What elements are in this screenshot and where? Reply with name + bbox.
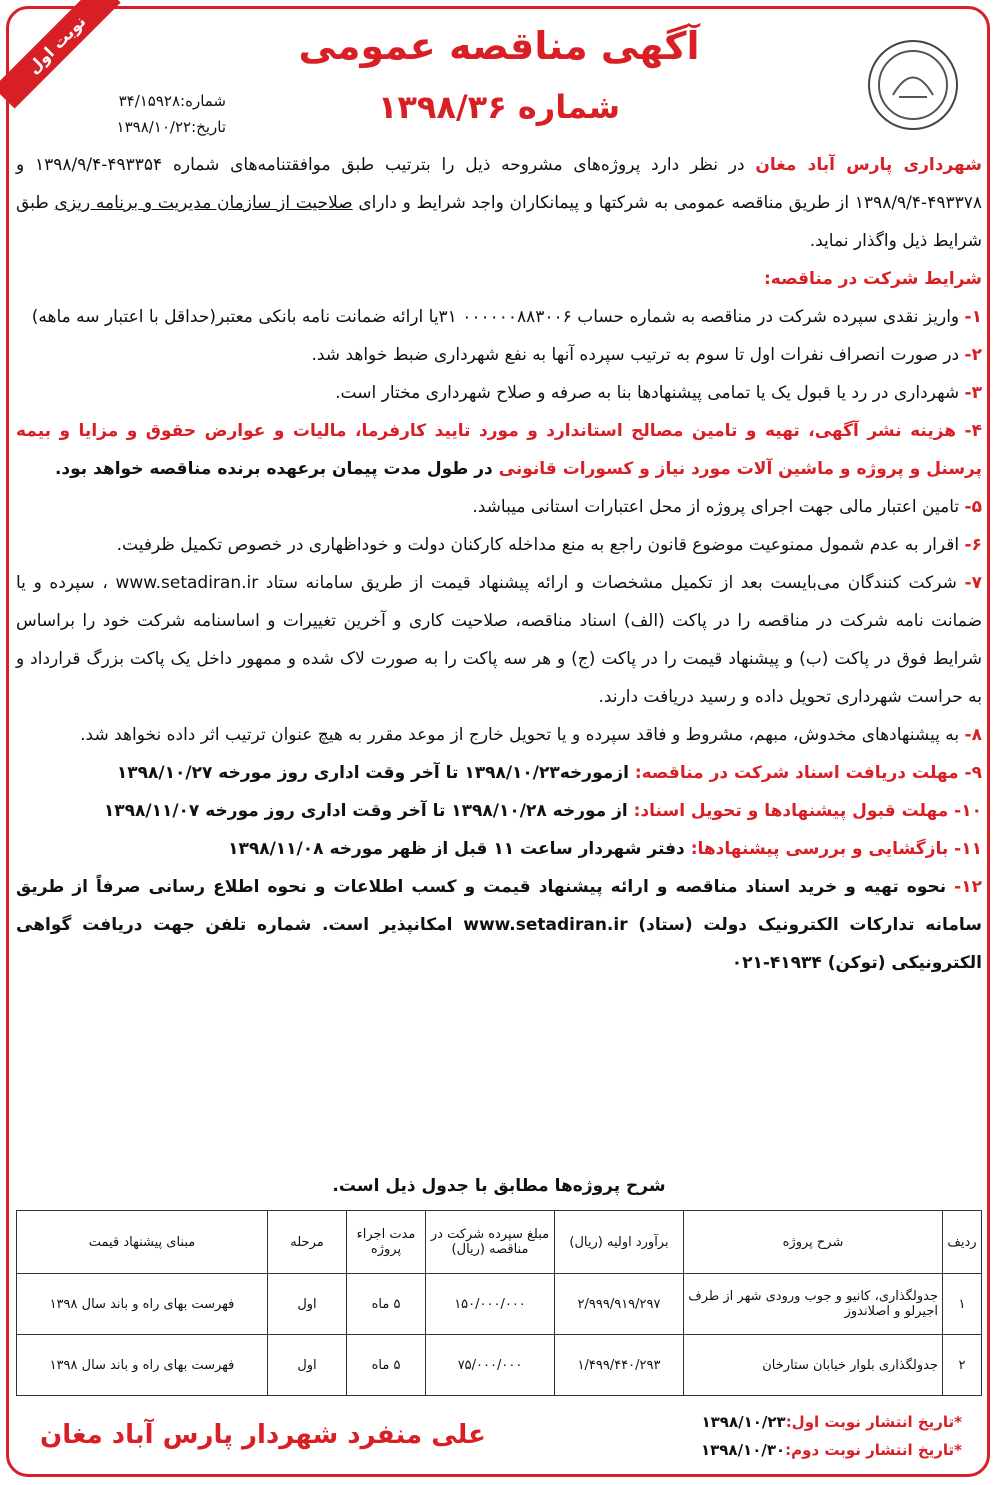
pub2-value: ۱۳۹۸/۱۰/۳۰ [700,1441,786,1459]
condition-item: ۴- هزینه نشر آگهی، تهیه و تامین مصالح استاندارد و مورد تایید کارفرما، مالیات و عوارض حقوق و مزایا و بیمه پرسنل و پروژه و ماشین آلات مورد نیاز و کسورات قانونی در طول مدت پیمان برعهده برنده مناقصه خواهد بود. [16,421,982,479]
table-row: ۲ جدولگذاری بلوار خیابان ستارخان ۱/۴۹۹/۴۴۰/۲۹۳ ۷۵/۰۰۰/۰۰۰ ۵ ماه اول فهرست بهای راه و باند سال ۱۳۹۸ [17,1335,982,1396]
deadline-item: ۱۰- مهلت قبول پیشنهادها و تحویل اسناد: از مورخه ۱۳۹۸/۱۰/۲۸ تا آخر وقت اداری روز مورخه ۱۳۹۸/۱۱/۰۷ [103,801,982,821]
condition-item: ۷- شرکت کنندگان می‌بایست بعد از تکمیل مشخصات و ارائه پیشنهاد قیمت از طریق سامانه ستاد www.setadiran.ir ، سپرده و یا ضمانت نامه شرکت در مناقصه را در پاکت (الف) اسناد مناقصه، صلاحیت کاری و آخرین تغییرات و اساسنامه شرکت خود را براساس شرایط فوق در پاکت (ب) و پیشنهاد قیمت را در پاکت (ج) و هر سه پاکت را به صورت لاک شده و ممهور داخل یک پاکت بزرگ قرارداد و به حراست شهرداری تحویل داده و رسید دریافت دارند. [16,573,982,707]
col-description: شرح پروژه [684,1211,943,1274]
deadline-item: ۹- مهلت دریافت اسناد شرکت در مناقصه: ازمورخه۱۳۹۸/۱۰/۲۳ تا آخر وقت اداری روز مورخه ۱۳۹۸/۱۰/۲۷ [116,763,982,783]
table-header-row [17,1211,982,1274]
col-deposit: مبلغ سپرده شرکت در مناقصه (ریال) [426,1211,555,1274]
deadline-item: ۱۱- بازگشایی و بررسی پیشنهادها: دفتر شهردار ساعت ۱۱ قبل از ظهر مورخه ۱۳۹۸/۱۱/۰۸ [228,839,982,859]
number-value: ۳۴/۱۵۹۲۸ [118,92,181,110]
col-duration: مدت اجراء پروژه [347,1211,426,1274]
publication-dates [701,1408,962,1464]
qualification-text: صلاحیت از سازمان مدیریت و برنامه ریزی [54,193,353,213]
condition-item: ۶- اقرار به عدم شمول ممنوعیت موضوع قانون راجع به منع مداخله کارکنان دولت و خوداظهاری در خصوص تکمیل ظرفیت. [116,535,982,555]
col-stage: مرحله [268,1211,347,1274]
municipality-name: شهرداری پارس آباد مغان [755,155,982,175]
pub1-value: ۱۳۹۸/۱۰/۲۳ [701,1413,786,1431]
table-row: ۱ جدولگذاری، کانیو و جوب ورودی شهر از طرف اجیرلو و اصلاندوز ۲/۹۹۹/۹۱۹/۲۹۷ ۱۵۰/۰۰۰/۰۰۰ ۵ ماه اول فهرست بهای راه و باند سال ۱۳۹۸ [17,1274,982,1335]
condition-item: ۲- در صورت انصراف نفرات اول تا سوم به ترتیب سپرده آنها به نفع شهرداری ضبط خواهد شد. [311,345,982,365]
col-estimate: برآورد اولیه (ریال) [555,1211,684,1274]
projects-table [16,1210,982,1396]
intro-paragraph [16,146,982,260]
col-row: ردیف [943,1211,982,1274]
condition-item: ۵- تامین اعتبار مالی جهت اجرای پروژه از محل اعتبارات استانی میباشد. [472,497,982,517]
date-value: ۱۳۹۸/۱۰/۲۲ [116,118,192,136]
first-publication-ribbon: نوبت اول [0,0,121,109]
table-caption: شرح پروژه‌ها مطابق با جدول ذیل است. [332,1176,666,1196]
condition-item: ۱- واریز نقدی سپرده شرکت در مناقصه به شماره حساب ۰۰۰۰۰۰۸۸۳۰۰۶ ۳۱یا ارائه ضمانت نامه بانکی معتبر(حداقل با اعتبار سه ماهه) [31,307,982,327]
intro-text-end: طبق شرایط ذیل واگذار نماید. [16,193,982,251]
condition-item: ۸- به پیشنهادهای مخدوش، مبهم، مشروط و فاقد سپرده و یا تحویل خارج از موعد مقرر به هیچ عنوان ترتیب اثر داده نخواهد شد. [80,725,982,745]
pub1-label: *تاریخ انتشار نوبت اول: [785,1413,962,1431]
intro-text: در نظر دارد پروژه‌های مشروحه ذیل را بترتیب طبق موافقتنامه‌های شماره ۴۹۳۳۵۴-۱۳۹۸/۹/۴ و ۴۹۳۳۷۸-۱۳۹۸/۹/۴ از طریق مناقصه عمومی به شرکتها و پیمانکاران واجد شرایط و دارای [16,155,982,213]
pub2-label: *تاریخ انتشار نوبت دوم: [785,1441,962,1459]
notice-title: آگهی مناقصه عمومی [298,24,700,68]
col-price-basis: مبنای پیشنهاد قیمت [17,1211,268,1274]
date-label: تاریخ: [191,118,226,136]
condition-item-12: ۱۲- نحوه تهیه و خرید اسناد مناقصه و ارائه پیشنهاد قیمت و کسب اطلاعات و نحوه اطلاع رسانی صرفاً از طریق سامانه تدارکات الکترونیک دولت (ستاد) www.setadiran.ir امکانپذیر است. شماره تلفن جهت دریافت گواهی الکترونیکی (توکن) ۴۱۹۳۴-۰۲۱ [16,877,982,973]
notice-body [16,146,982,982]
number-label: شماره: [180,92,226,110]
signature: علی منفرد شهردار پارس آباد مغان [40,1420,486,1450]
reference-meta [76,88,226,140]
conditions-title: شرایط شرکت در مناقصه: [764,269,982,289]
condition-item: ۳- شهرداری در رد یا قبول یک یا تمامی پیشنهادها بنا به صرفه و صلاح شهرداری مختار است. [335,383,982,403]
notice-number: شماره ۱۳۹۸/۳۶ [377,88,621,126]
